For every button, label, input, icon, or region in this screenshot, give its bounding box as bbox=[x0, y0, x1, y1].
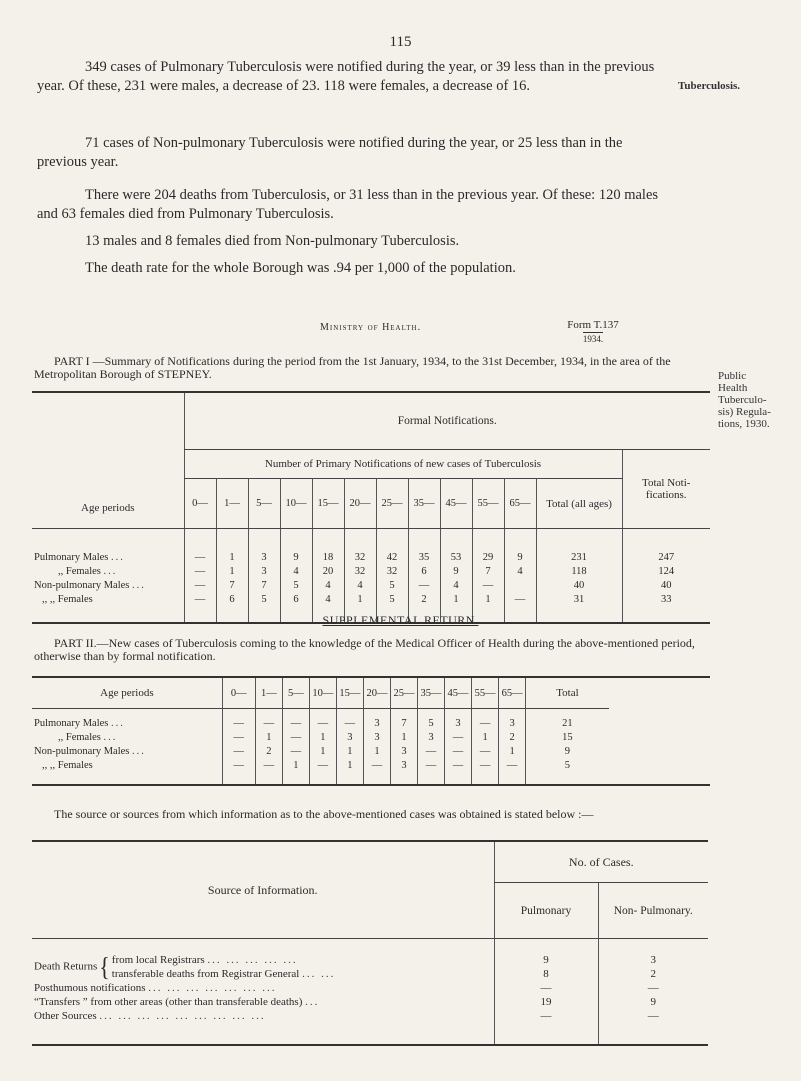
total-notifications-header: Total Noti- fications. bbox=[622, 450, 710, 529]
paragraph-death-rate: The death rate for the whole Borough was .94 per 1,000 of the population. bbox=[85, 260, 516, 276]
age-col-header: 20— bbox=[363, 677, 390, 709]
page-number: 115 bbox=[389, 34, 412, 50]
age-col-header: 45— bbox=[445, 677, 472, 709]
table-row: Other Sources ... ... ... ... ... ... ... ... ... — — bbox=[32, 1009, 708, 1023]
age-col-header: 1— bbox=[216, 479, 248, 529]
age-col-header: 15— bbox=[336, 677, 363, 709]
table-row: Posthumous notifications ... ... ... ... ... ... ... — — bbox=[32, 981, 708, 995]
paragraph-pulmonary: 349 cases of Pulmonary Tuberculosis were notified during the year, or 39 less than in the previous year. Of these, 231 were males, a decrease of 23. 118 were females, a decrease of 16. bbox=[37, 59, 655, 94]
age-col-header: 20— bbox=[344, 479, 376, 529]
table-row: ,, Females ... — 1 3 4 20 32 32 6 9 7 4 118 124 bbox=[32, 565, 710, 579]
formal-notifications-header: Formal Notifications. bbox=[184, 392, 710, 450]
cases-header: No. of Cases. bbox=[494, 841, 708, 883]
table-supplemental-return bbox=[32, 676, 710, 786]
margin-note-public-health: Public Health Tuberculo- sis) Regula- tions, 1930. bbox=[718, 370, 771, 430]
age-col-header: 35— bbox=[408, 479, 440, 529]
age-col-header: 10— bbox=[280, 479, 312, 529]
age-col-header: 55— bbox=[472, 677, 499, 709]
total-header: Total bbox=[526, 677, 609, 709]
supplemental-return-title: SUPPLEMENTAL RETURN. bbox=[322, 613, 479, 627]
total-all-ages-header: Total (all ages) bbox=[536, 479, 622, 529]
form-reference: Form T.137 1934. bbox=[567, 319, 619, 344]
age-col-header: 0— bbox=[222, 677, 255, 709]
age-col-header: 10— bbox=[309, 677, 336, 709]
age-col-header: 25— bbox=[376, 479, 408, 529]
table-row: Death Returns{ from local Registrars ... ... ... ... ... transferable deaths from Registrar General ... ... 9 3 bbox=[32, 953, 708, 967]
age-col-header: 0— bbox=[184, 479, 216, 529]
age-col-header: 65— bbox=[499, 677, 526, 709]
age-col-header: 25— bbox=[390, 677, 417, 709]
age-periods-header: Age periods bbox=[32, 677, 222, 709]
age-periods-header: Age periods bbox=[32, 392, 184, 529]
age-col-header: 5— bbox=[282, 677, 309, 709]
source-header: Source of Information. bbox=[32, 841, 494, 939]
pulmonary-header: Pulmonary bbox=[494, 883, 598, 939]
part2-caption: PART II.—New cases of Tuberculosis coming to the knowledge of the Medical Officer of Health during the above-mentioned period, otherwise than by formal notification. bbox=[34, 636, 695, 663]
table-row: 8 2 bbox=[32, 967, 708, 981]
age-col-header: 1— bbox=[255, 677, 282, 709]
primary-notifications-header: Number of Primary Notifications of new cases of Tuberculosis bbox=[184, 450, 622, 479]
part1-caption: PART I —Summary of Notifications during the period from the 1st January, 1934, to the 31st December, 1934, in the area of the Metropolitan Borough of STEPNEY. bbox=[34, 354, 671, 381]
table-row: Pulmonary Males ... — — — — — 3 7 5 3 — 3 21 bbox=[32, 717, 710, 731]
age-col-header: 65— bbox=[504, 479, 536, 529]
table-row: ,, ,, Females — — 1 — 1 — 3 — — — — 5 bbox=[32, 759, 710, 773]
paragraph-deaths: There were 204 deaths from Tuberculosis, or 31 less than in the previous year. Of these: 120 males and 63 females died from Pulmonary Tuberculosis. bbox=[37, 187, 659, 222]
age-col-header: 5— bbox=[248, 479, 280, 529]
table-row: Non-pulmonary Males ... — 2 — 1 1 1 3 — — — 1 9 bbox=[32, 745, 710, 759]
table-source-of-information bbox=[32, 840, 708, 1046]
age-col-header: 45— bbox=[440, 479, 472, 529]
margin-note-tuberculosis: Tuberculosis. bbox=[678, 80, 741, 92]
table-formal-notifications bbox=[32, 391, 710, 624]
paragraph-non-pulmonary-deaths: 13 males and 8 females died from Non-pulmonary Tuberculosis. bbox=[85, 233, 460, 249]
table-row: ,, Females ... — 1 — 1 3 3 1 3 — 1 2 15 bbox=[32, 731, 710, 745]
ministry-header: Ministry of Health. bbox=[320, 322, 422, 333]
age-col-header: 15— bbox=[312, 479, 344, 529]
table-row: Pulmonary Males ... — 1 3 9 18 32 42 35 53 29 9 231 247 bbox=[32, 551, 710, 565]
source-caption: The source or sources from which information as to the above-mentioned cases was obtained is stated below :— bbox=[54, 807, 594, 821]
paragraph-non-pulmonary: 71 cases of Non-pulmonary Tuberculosis were notified during the year, or 25 less than in the previous year. bbox=[37, 135, 623, 170]
table-row: “Transfers ” from other areas (other than transferable deaths) ... 19 9 bbox=[32, 995, 708, 1009]
table-row: ,, ,, Females — 6 5 6 4 1 5 2 1 1 — 31 33 bbox=[32, 593, 710, 607]
age-col-header: 55— bbox=[472, 479, 504, 529]
non-pulmonary-header: Non- Pulmonary. bbox=[598, 883, 708, 939]
age-col-header: 35— bbox=[418, 677, 445, 709]
table-row: Non-pulmonary Males ... — 7 7 5 4 4 5 — 4 — 40 40 bbox=[32, 579, 710, 593]
